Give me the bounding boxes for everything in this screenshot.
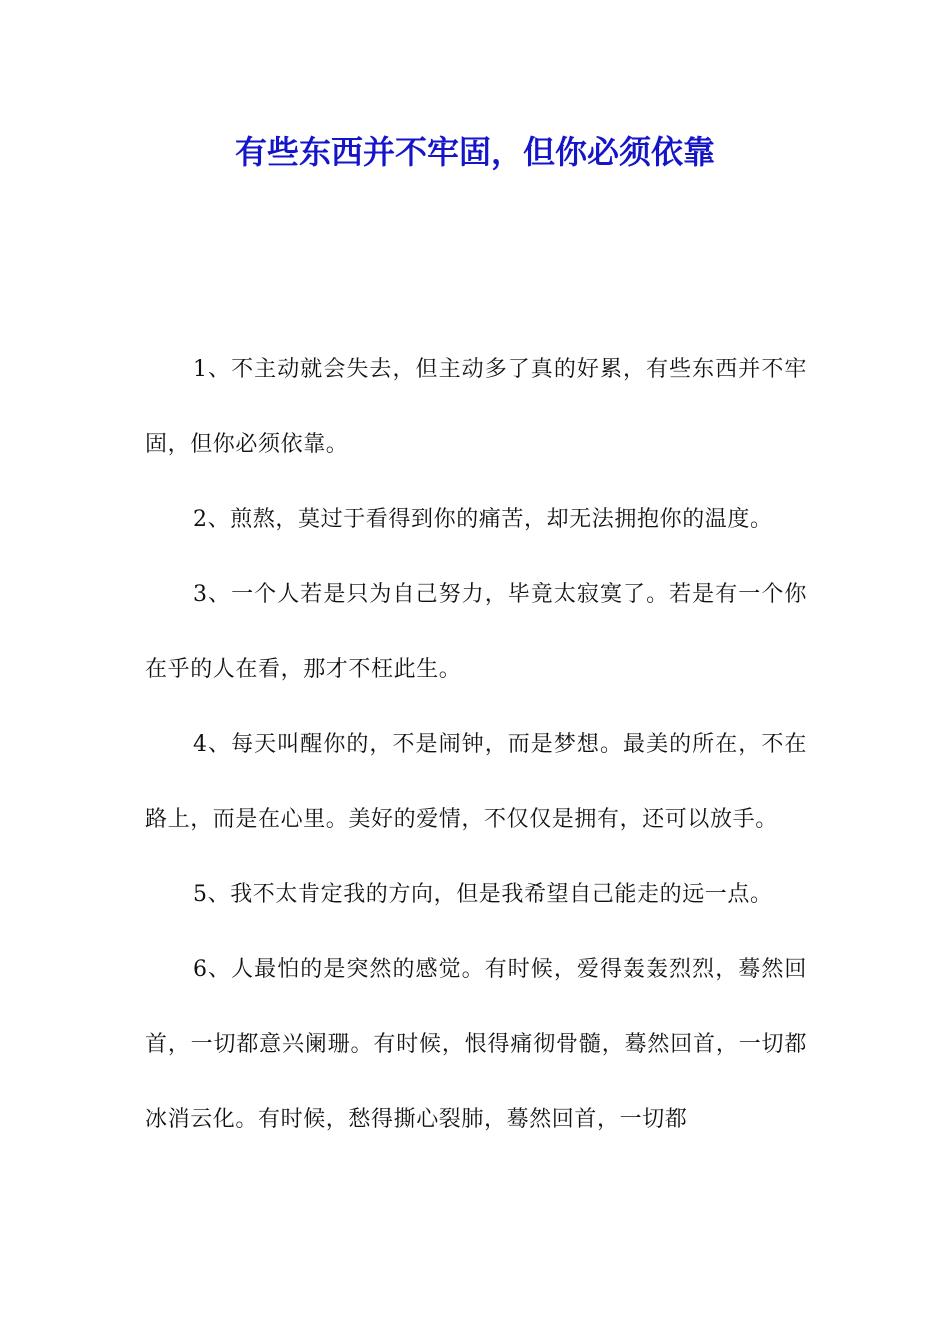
paragraph-1: 1、不主动就会失去，但主动多了真的好累，有些东西并不牢固，但你必须依靠。	[145, 357, 807, 457]
paragraph-6: 6、人最怕的是突然的感觉。有时候，爱得轰轰烈烈，蓦然回首，一切都意兴阑珊。有时候，恨得痛彻骨髓，蓦然回首，一切都冰消云化。有时候，愁得撕心裂肺，蓦然回首，一切都	[145, 957, 807, 1132]
paragraph-5: 5、我不太肯定我的方向，但是我希望自己能走的远一点。	[193, 882, 773, 907]
paragraph-2: 2、煎熬，莫过于看得到你的痛苦，却无法拥抱你的温度。	[193, 507, 773, 532]
paragraph-4: 4、每天叫醒你的，不是闹钟，而是梦想。最美的所在，不在路上，而是在心里。美好的爱情，不仅仅是拥有，还可以放手。	[145, 732, 807, 832]
document-title: 有些东西并不牢固，但你必须依靠	[234, 133, 715, 171]
paragraph-3: 3、一个人若是只为自己努力，毕竟太寂寞了。若是有一个你在乎的人在看，那才不枉此生。	[145, 582, 807, 682]
document-body	[145, 332, 807, 1157]
